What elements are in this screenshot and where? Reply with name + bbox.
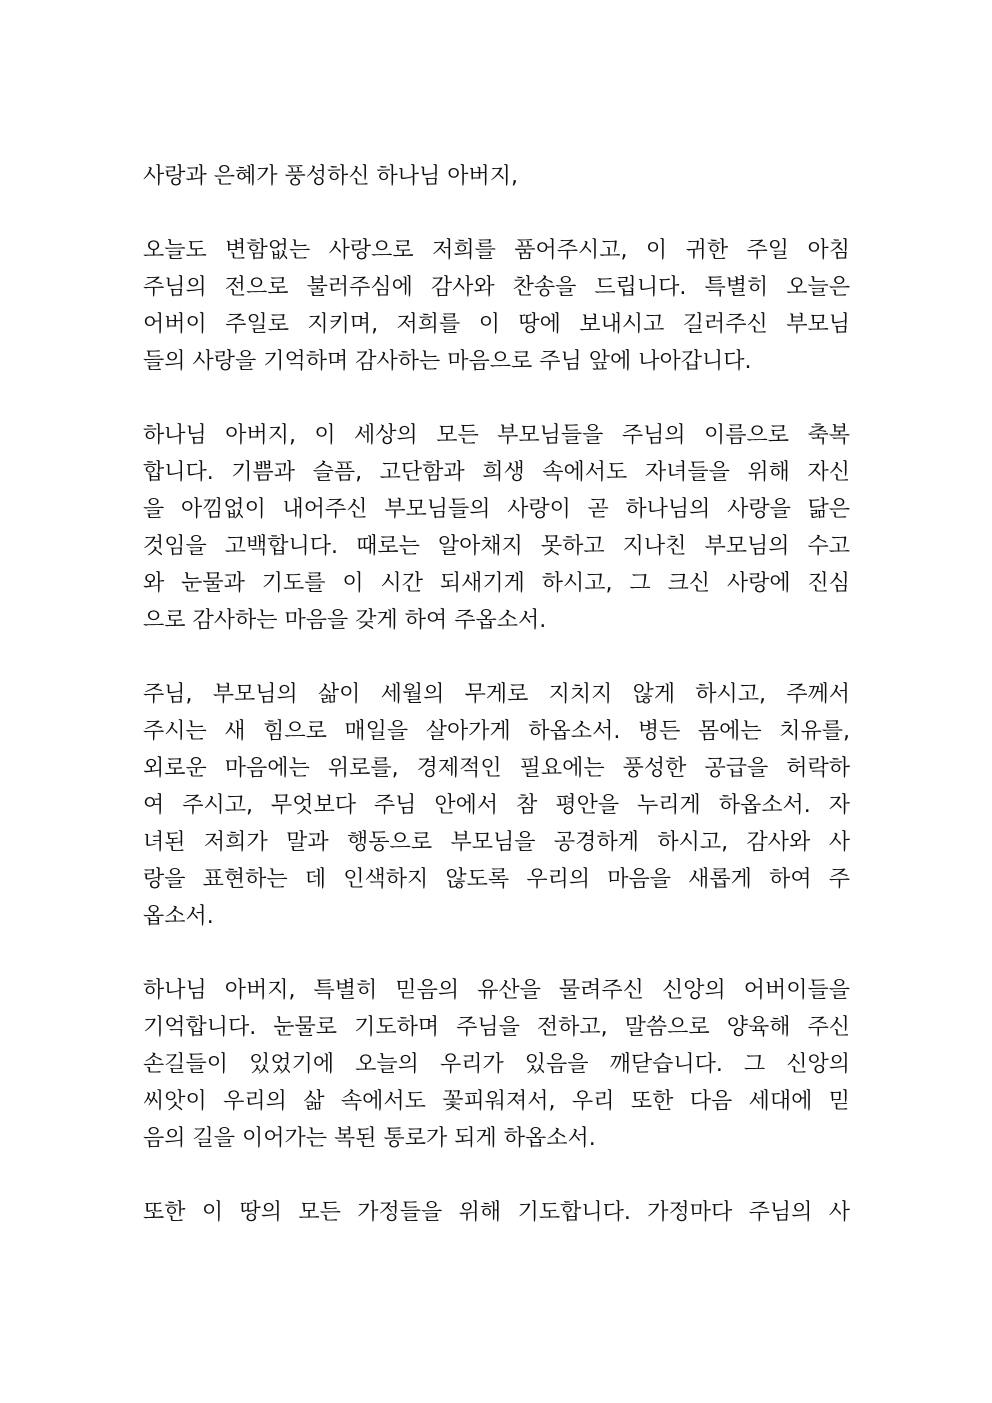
text-line: 오늘도 변함없는 사랑으로 저희를 품어주시고, 이 귀한 주일 아침	[143, 238, 850, 263]
text-line: 을 아낌없이 내어주신 부모님들의 사랑이 곧 하나님의 사랑을 닮은	[143, 497, 850, 522]
text-line: 랑을 표현하는 데 인색하지 않도록 우리의 마음을 새롭게 하여 주	[143, 867, 850, 892]
paragraph-2	[143, 417, 850, 639]
text-line: 으로 감사하는 마음을 갖게 하여 주옵소서.	[143, 608, 547, 633]
paragraph-3	[143, 676, 850, 935]
salutation-paragraph	[143, 158, 850, 195]
text-line: 들의 사랑을 기억하며 감사하는 마음으로 주님 앞에 나아갑니다.	[143, 349, 752, 374]
text-line: 하나님 아버지, 이 세상의 모든 부모님들을 주님의 이름으로 축복	[143, 423, 850, 448]
text-line: 하나님 아버지, 특별히 믿음의 유산을 물려주신 신앙의 어버이들을	[143, 978, 850, 1003]
text-line: 씨앗이 우리의 삶 속에서도 꽃피워져서, 우리 또한 다음 세대에 믿	[143, 1089, 850, 1114]
text-line: 것임을 고백합니다. 때로는 알아채지 못하고 지나친 부모님의 수고	[143, 534, 850, 559]
paragraph-4	[143, 972, 850, 1157]
paragraph-5	[143, 1194, 850, 1231]
text-line: 주시는 새 힘으로 매일을 살아가게 하옵소서. 병든 몸에는 치유를,	[143, 719, 850, 744]
paragraph-1	[143, 232, 850, 380]
text-line: 합니다. 기쁨과 슬픔, 고단함과 희생 속에서도 자녀들을 위해 자신	[143, 460, 850, 485]
text-line: 어버이 주일로 지키며, 저희를 이 땅에 보내시고 길러주신 부모님	[143, 312, 850, 337]
text-line: 외로운 마음에는 위로를, 경제적인 필요에는 풍성한 공급을 허락하	[143, 756, 850, 781]
text-line: 주님의 전으로 불러주심에 감사와 찬송을 드립니다. 특별히 오늘은	[143, 275, 850, 300]
text-line: 또한 이 땅의 모든 가정들을 위해 기도합니다. 가정마다 주님의 사	[143, 1200, 850, 1225]
text-line: 주님, 부모님의 삶이 세월의 무게로 지치지 않게 하시고, 주께서	[143, 682, 850, 707]
prayer-text	[143, 158, 850, 1268]
salutation-line: 사랑과 은혜가 풍성하신 하나님 아버지,	[143, 164, 518, 189]
text-line: 옵소서.	[143, 904, 214, 929]
text-line: 기억합니다. 눈물로 기도하며 주님을 전하고, 말씀으로 양육해 주신	[143, 1015, 850, 1040]
text-line: 녀된 저희가 말과 행동으로 부모님을 공경하게 하시고, 감사와 사	[143, 830, 850, 855]
text-line: 손길들이 있었기에 오늘의 우리가 있음을 깨닫습니다. 그 신앙의	[143, 1052, 850, 1077]
text-line: 음의 길을 이어가는 복된 통로가 되게 하옵소서.	[143, 1126, 596, 1151]
text-line: 여 주시고, 무엇보다 주님 안에서 참 평안을 누리게 하옵소서. 자	[143, 793, 850, 818]
text-line: 와 눈물과 기도를 이 시간 되새기게 하시고, 그 크신 사랑에 진심	[143, 571, 850, 596]
